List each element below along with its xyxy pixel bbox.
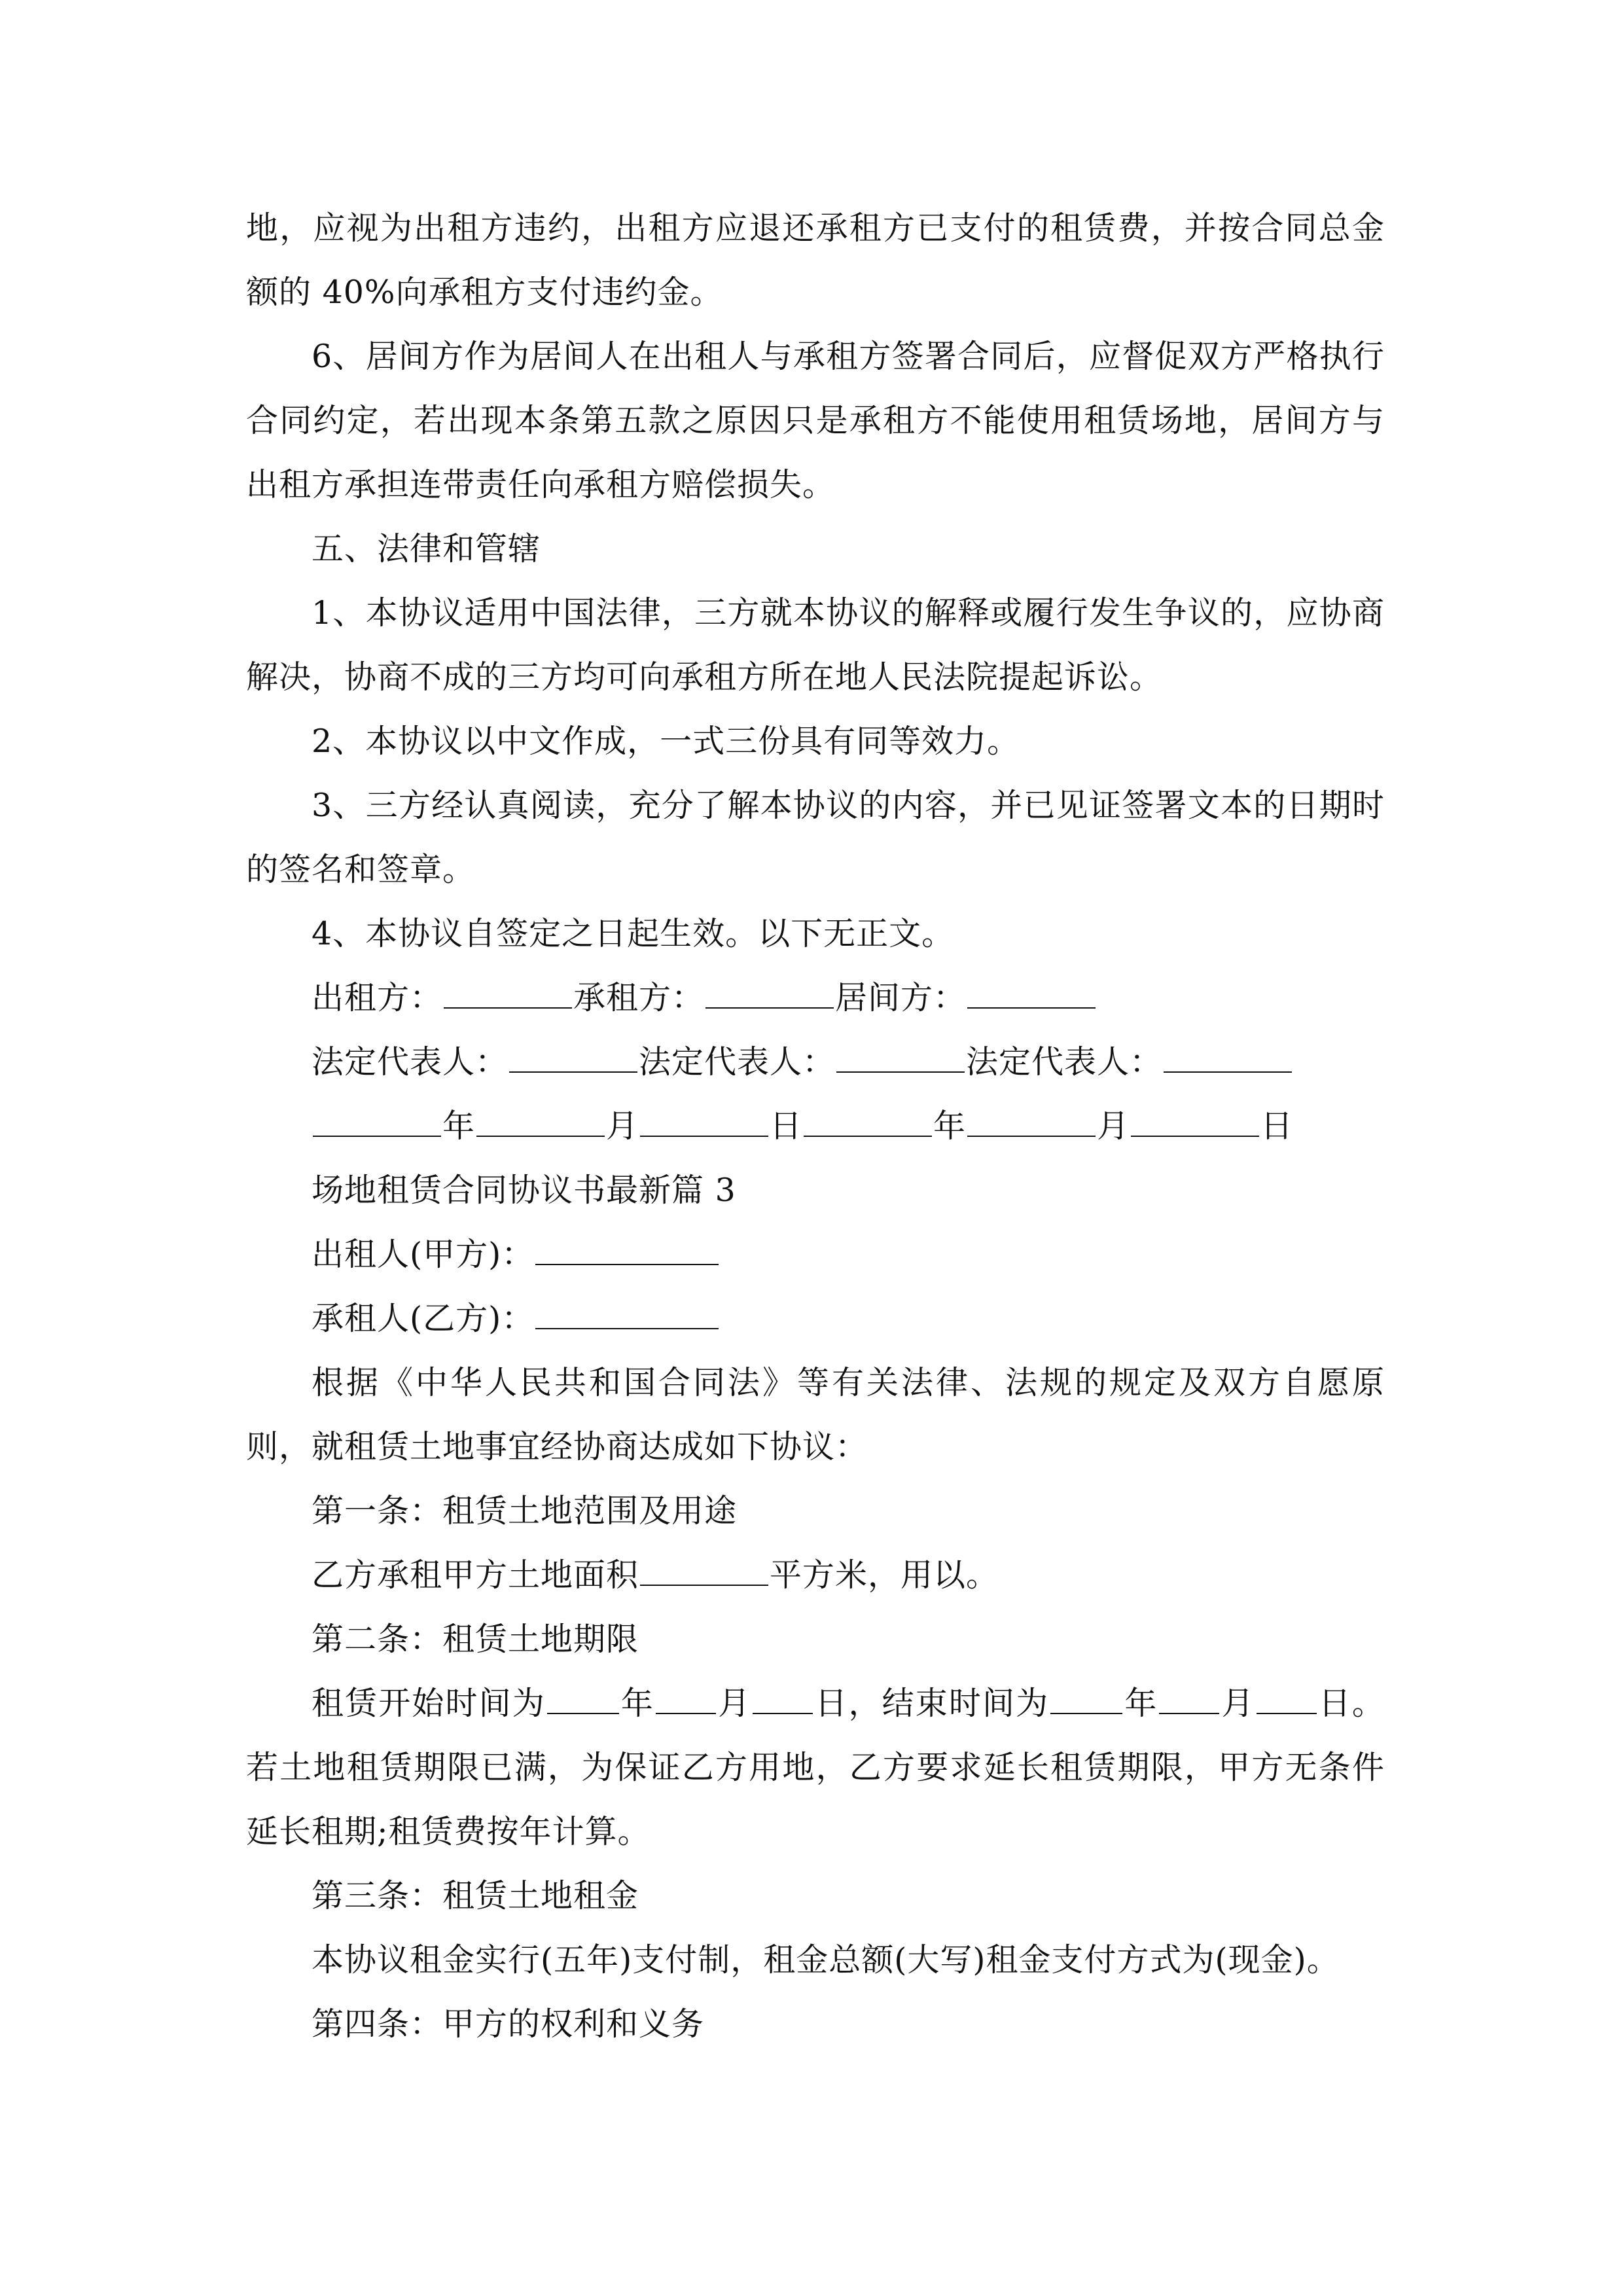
line-lessee-party-b (246, 1287, 1385, 1351)
label-representative-1: 法定代表人： (312, 1043, 508, 1081)
blank-day-2[interactable] (1131, 1098, 1259, 1137)
signature-line-representatives (246, 1030, 1385, 1094)
blank-party-a[interactable] (535, 1226, 719, 1265)
label-representative-3: 法定代表人： (966, 1043, 1163, 1081)
blank-year-1[interactable] (313, 1098, 441, 1137)
paragraph-acknowledgement: 3、三方经认真阅读，充分了解本协议的内容，并已见证签署文本的日期时的签名和签章。 (246, 787, 1385, 888)
label-party-a: 出租人(甲方)： (312, 1236, 535, 1273)
document-body (246, 196, 1385, 2056)
article-2-text-start: 租赁开始时间为 (312, 1685, 546, 1722)
label-intermediary: 居间方： (835, 979, 967, 1016)
blank-representative-1[interactable] (509, 1033, 637, 1073)
line-lessor-party-a (246, 1223, 1385, 1287)
blank-lessee[interactable] (705, 969, 834, 1009)
label-day-2: 日 (1260, 1107, 1294, 1145)
blank-year-2[interactable] (804, 1098, 932, 1137)
paragraph-article-1 (246, 1543, 1385, 1607)
paragraph-breach-penalty: 地，应视为出租方违约，出租方应退还承租方已支付的租赁费，并按合同总金额的 40%向承租方支付违约金。 (246, 209, 1385, 311)
blank-representative-2[interactable] (836, 1033, 965, 1073)
label-lessee: 承租方： (573, 979, 705, 1016)
heading-article-2: 第二条：租赁土地期限 (312, 1621, 639, 1658)
label-end-month: 月 (1221, 1685, 1255, 1722)
blank-representative-3[interactable] (1164, 1033, 1292, 1073)
heading-article-1: 第一条：租赁土地范围及用途 (312, 1492, 738, 1530)
article-1-text-b: 平方米，用以。 (770, 1556, 999, 1594)
blank-lessor[interactable] (444, 969, 572, 1009)
blank-intermediary[interactable] (967, 969, 1096, 1009)
label-month-1: 月 (606, 1107, 639, 1145)
label-month-2: 月 (1097, 1107, 1130, 1145)
heading-contract-3: 场地租赁合同协议书最新篇 3 (312, 1172, 736, 1209)
blank-start-year[interactable] (547, 1675, 619, 1714)
blank-start-month[interactable] (656, 1675, 716, 1714)
blank-end-year[interactable] (1050, 1675, 1122, 1714)
blank-start-day[interactable] (753, 1675, 813, 1714)
article-1-text-a: 乙方承租甲方土地面积 (312, 1556, 639, 1594)
blank-end-month[interactable] (1159, 1675, 1219, 1714)
blank-party-b[interactable] (535, 1290, 719, 1329)
heading-article-4: 第四条：甲方的权利和义务 (312, 2005, 705, 2043)
label-year-2: 年 (933, 1107, 967, 1145)
label-end-year: 年 (1124, 1685, 1158, 1722)
blank-month-2[interactable] (967, 1098, 1096, 1137)
paragraph-article-2 (246, 1672, 1385, 1864)
signature-line-dates (246, 1094, 1385, 1158)
heading-article-3: 第三条：租赁土地租金 (312, 1877, 639, 1914)
label-start-month: 月 (717, 1685, 752, 1722)
article-2-text-end-label: 日，结束时间为 (814, 1685, 1050, 1722)
paragraph-intro: 根据《中华人民共和国合同法》等有关法律、法规的规定及双方自愿原则，就租赁土地事宜经协商达成如下协议： (246, 1364, 1385, 1465)
paragraph-language-copies: 2、本协议以中文作成，一式三份具有同等效力。 (312, 723, 1020, 760)
label-representative-2: 法定代表人： (639, 1043, 836, 1081)
label-start-year: 年 (620, 1685, 655, 1722)
signature-line-parties (246, 966, 1385, 1030)
blank-day-1[interactable] (640, 1098, 768, 1137)
blank-end-day[interactable] (1257, 1675, 1317, 1714)
paragraph-governing-law: 1、本协议适用中国法律，三方就本协议的解释或履行发生争议的，应协商解决，协商不成的三方均可向承租方所在地人民法院提起诉讼。 (246, 594, 1385, 696)
heading-law-jurisdiction: 五、法律和管辖 (312, 530, 541, 567)
label-day-1: 日 (770, 1107, 803, 1145)
article-2-text-rest: 日。若土地租赁期限已满，为保证乙方用地，乙方要求延长租赁期限，甲方无条件延长租期;租赁费按年计算。 (246, 1685, 1385, 1850)
blank-land-area[interactable] (640, 1547, 768, 1586)
label-year-1: 年 (442, 1107, 476, 1145)
paragraph-article-3: 本协议租金实行(五年)支付制，租金总额(大写)租金支付方式为(现金)。 (312, 1941, 1340, 1979)
label-party-b: 承租人(乙方)： (312, 1300, 535, 1337)
paragraph-effective-date: 4、本协议自签定之日起生效。以下无正文。 (312, 915, 955, 952)
label-lessor: 出租方： (312, 979, 443, 1016)
blank-month-1[interactable] (476, 1098, 605, 1137)
paragraph-intermediary-liability: 6、居间方作为居间人在出租人与承租方签署合同后，应督促双方严格执行合同约定，若出现本条第五款之原因只是承租方不能使用租赁场地，居间方与出租方承担连带责任向承租方赔偿损失。 (246, 338, 1385, 503)
